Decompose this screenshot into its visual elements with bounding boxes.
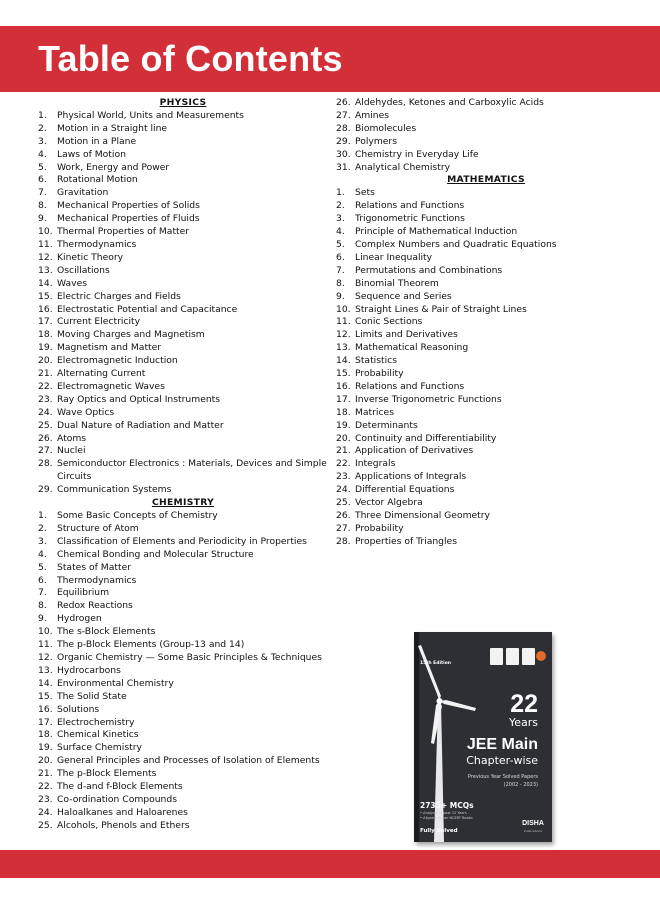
item-title: The p-Block Elements (Group-13 and 14) bbox=[57, 639, 245, 651]
chemistry-item bbox=[38, 613, 328, 626]
item-number: 26. bbox=[336, 97, 351, 108]
item-number: 19. bbox=[38, 342, 53, 354]
item-title: Thermodynamics bbox=[57, 238, 137, 250]
item-title: Magnetism and Matter bbox=[57, 342, 162, 354]
item-title: Mechanical Properties of Fluids bbox=[57, 213, 200, 225]
item-title: Moving Charges and Magnetism bbox=[57, 329, 205, 341]
physics-item bbox=[38, 174, 328, 187]
book-years-label: Years bbox=[508, 716, 538, 729]
physics-item bbox=[38, 458, 328, 484]
chemistry-item bbox=[38, 755, 328, 768]
book-bullet-2: • Aligned as per NCERT Books bbox=[420, 816, 473, 820]
physics-item bbox=[38, 394, 328, 407]
item-number: 8. bbox=[38, 200, 47, 212]
item-number: 4. bbox=[336, 226, 345, 238]
item-title: Electrostatic Potential and Capacitance bbox=[57, 303, 238, 315]
item-number: 14. bbox=[38, 677, 53, 689]
item-title: Kinetic Theory bbox=[57, 251, 124, 263]
chemistry-item bbox=[336, 110, 636, 123]
item-title: Analytical Chemistry bbox=[355, 161, 451, 173]
item-number: 23. bbox=[38, 393, 53, 405]
mathematics-item bbox=[336, 316, 636, 329]
item-title: General Principles and Processes of Isolation of Elements bbox=[57, 755, 320, 767]
item-title: Inverse Trigonometric Functions bbox=[355, 393, 502, 405]
item-number: 27. bbox=[336, 109, 351, 121]
item-title: Continuity and Differentiability bbox=[355, 432, 497, 444]
mathematics-item bbox=[336, 407, 636, 420]
item-title: Limits and Derivatives bbox=[355, 329, 458, 341]
item-title: Hydrocarbons bbox=[57, 664, 121, 676]
item-title: Electric Charges and Fields bbox=[57, 290, 181, 302]
item-title: Chemical Kinetics bbox=[57, 729, 139, 741]
mathematics-item bbox=[336, 213, 636, 226]
item-title: Conic Sections bbox=[355, 316, 423, 328]
chemistry-heading: CHEMISTRY bbox=[151, 497, 215, 509]
item-number: 14. bbox=[38, 277, 53, 289]
item-number: 18. bbox=[38, 729, 53, 741]
item-number: 24. bbox=[336, 484, 351, 496]
item-title: The s-Block Elements bbox=[57, 626, 156, 638]
item-title: The Solid State bbox=[57, 690, 127, 702]
item-number: 13. bbox=[38, 664, 53, 676]
chemistry-item bbox=[336, 149, 636, 162]
item-title: Chemical Bonding and Molecular Structure bbox=[57, 548, 254, 560]
chemistry-item bbox=[38, 807, 328, 820]
item-title: Motion in a Plane bbox=[57, 135, 137, 147]
item-title: Chemistry in Everyday Life bbox=[355, 148, 479, 160]
mathematics-item bbox=[336, 433, 636, 446]
book-bullet-1: • Analysis of past 12 Years bbox=[420, 811, 467, 815]
item-number: 28. bbox=[336, 122, 351, 134]
item-number: 26. bbox=[336, 510, 351, 521]
item-number: 23. bbox=[336, 471, 351, 483]
item-title: Alternating Current bbox=[57, 368, 146, 380]
item-title: Surface Chemistry bbox=[57, 742, 142, 754]
item-number: 28. bbox=[336, 535, 351, 547]
book-years-number: 22 bbox=[510, 690, 538, 718]
item-title: Nuclei bbox=[57, 445, 86, 457]
physics-item bbox=[38, 304, 328, 317]
item-title: Complex Numbers and Quadratic Equations bbox=[355, 238, 557, 250]
item-title: Matrices bbox=[355, 406, 394, 418]
item-number: 20. bbox=[38, 755, 53, 767]
chemistry-item bbox=[38, 794, 328, 807]
item-number: 11. bbox=[38, 238, 53, 250]
item-number: 26. bbox=[38, 432, 53, 444]
item-number: 18. bbox=[38, 329, 53, 341]
item-number: 7. bbox=[38, 587, 47, 599]
physics-item bbox=[38, 123, 328, 136]
chemistry-item bbox=[38, 678, 328, 691]
chemistry-item bbox=[336, 123, 636, 136]
item-number: 24. bbox=[38, 806, 53, 818]
mathematics-item bbox=[336, 497, 636, 510]
item-title: Semiconductor Electronics : Materials, Devices and Simple Circuits bbox=[57, 458, 327, 483]
item-title: Structure of Atom bbox=[57, 522, 139, 534]
item-title: Ray Optics and Optical Instruments bbox=[57, 393, 221, 405]
item-number: 13. bbox=[336, 342, 351, 354]
item-title: Biomolecules bbox=[355, 122, 417, 134]
item-title: Thermodynamics bbox=[57, 574, 137, 586]
physics-item bbox=[38, 200, 328, 213]
mathematics-item bbox=[336, 355, 636, 368]
item-title: Work, Energy and Power bbox=[57, 161, 170, 173]
item-number: 2. bbox=[336, 200, 345, 212]
mathematics-item bbox=[336, 252, 636, 265]
item-number: 12. bbox=[38, 251, 53, 263]
chemistry-item bbox=[38, 729, 328, 742]
physics-item bbox=[38, 420, 328, 433]
book-mcq-count: 2735+ MCQs bbox=[420, 801, 474, 810]
item-title: Co-ordination Compounds bbox=[57, 793, 177, 805]
item-number: 19. bbox=[38, 742, 53, 754]
item-number: 29. bbox=[336, 135, 351, 147]
item-title: Straight Lines & Pair of Straight Lines bbox=[355, 303, 527, 315]
item-number: 22. bbox=[38, 781, 53, 793]
chemistry-item bbox=[38, 781, 328, 794]
item-number: 16. bbox=[336, 380, 351, 392]
item-number: 1. bbox=[38, 510, 47, 521]
chemistry-list bbox=[38, 510, 328, 833]
mathematics-item bbox=[336, 536, 636, 549]
item-number: 12. bbox=[336, 329, 351, 341]
mathematics-heading: MATHEMATICS bbox=[447, 174, 525, 186]
item-title: Statistics bbox=[355, 355, 397, 367]
item-title: Environmental Chemistry bbox=[57, 677, 174, 689]
book-tagline: Previous Year Solved Papers bbox=[467, 774, 538, 780]
item-title: Probability bbox=[355, 368, 404, 380]
item-title: Dual Nature of Radiation and Matter bbox=[57, 419, 224, 431]
physics-item bbox=[38, 368, 328, 381]
item-number: 11. bbox=[38, 639, 53, 651]
physics-item bbox=[38, 239, 328, 252]
mathematics-item bbox=[336, 420, 636, 433]
chemistry-item bbox=[38, 717, 328, 730]
item-title: Amines bbox=[355, 109, 390, 121]
physics-item bbox=[38, 213, 328, 226]
physics-item bbox=[38, 226, 328, 239]
item-number: 8. bbox=[336, 277, 345, 289]
item-title: Laws of Motion bbox=[57, 148, 126, 160]
item-title: Vector Algebra bbox=[355, 497, 423, 509]
item-number: 14. bbox=[336, 355, 351, 367]
chemistry-item bbox=[38, 549, 328, 562]
item-title: Current Electricity bbox=[57, 316, 141, 328]
physics-item bbox=[38, 252, 328, 265]
item-number: 9. bbox=[38, 613, 47, 625]
item-number: 1. bbox=[336, 187, 345, 199]
item-number: 24. bbox=[38, 406, 53, 418]
chemistry-item bbox=[38, 562, 328, 575]
item-title: States of Matter bbox=[57, 561, 131, 573]
mathematics-item bbox=[336, 304, 636, 317]
item-number: 5. bbox=[336, 238, 345, 250]
item-title: Sets bbox=[355, 187, 375, 199]
mathematics-item bbox=[336, 510, 636, 523]
physics-item bbox=[38, 433, 328, 446]
item-number: 3. bbox=[38, 135, 47, 147]
mathematics-item bbox=[336, 226, 636, 239]
item-number: 20. bbox=[336, 432, 351, 444]
item-title: Applications of Integrals bbox=[355, 471, 467, 483]
item-title: Motion in a Straight line bbox=[57, 122, 168, 134]
badge-icons bbox=[490, 646, 548, 668]
item-title: Electrochemistry bbox=[57, 716, 135, 728]
item-title: Permutations and Combinations bbox=[355, 264, 503, 276]
item-number: 22. bbox=[336, 458, 351, 470]
item-number: 6. bbox=[336, 251, 345, 263]
item-number: 21. bbox=[38, 368, 53, 380]
item-title: Oscillations bbox=[57, 264, 110, 276]
physics-item bbox=[38, 381, 328, 394]
item-number: 25. bbox=[336, 497, 351, 509]
mathematics-item bbox=[336, 278, 636, 291]
chemistry-item bbox=[336, 162, 636, 175]
physics-item bbox=[38, 445, 328, 458]
chemistry-item bbox=[38, 691, 328, 704]
book-subtitle: Chapter-wise bbox=[466, 754, 538, 767]
physics-item bbox=[38, 484, 328, 497]
item-number: 10. bbox=[38, 226, 53, 238]
chemistry-item bbox=[38, 575, 328, 588]
item-title: Atoms bbox=[57, 432, 87, 444]
item-number: 12. bbox=[38, 651, 53, 663]
chemistry-item bbox=[38, 523, 328, 536]
mathematics-item bbox=[336, 342, 636, 355]
item-title: Electromagnetic Induction bbox=[57, 355, 178, 367]
item-number: 17. bbox=[38, 316, 53, 328]
item-number: 22. bbox=[38, 380, 53, 392]
item-title: Redox Reactions bbox=[57, 600, 133, 612]
item-number: 21. bbox=[336, 445, 351, 457]
chemistry-item bbox=[38, 820, 328, 833]
physics-item bbox=[38, 110, 328, 123]
item-title: Communication Systems bbox=[57, 484, 172, 496]
item-title: Waves bbox=[57, 277, 88, 289]
item-number: 3. bbox=[38, 535, 47, 547]
mathematics-item bbox=[336, 471, 636, 484]
chemistry-item bbox=[38, 704, 328, 717]
chemistry-item bbox=[38, 626, 328, 639]
item-title: Gravitation bbox=[57, 187, 109, 199]
physics-item bbox=[38, 136, 328, 149]
physics-item bbox=[38, 149, 328, 162]
mathematics-item bbox=[336, 484, 636, 497]
item-number: 10. bbox=[336, 303, 351, 315]
mathematics-item bbox=[336, 523, 636, 536]
right-column bbox=[336, 97, 636, 549]
mathematics-list bbox=[336, 187, 636, 548]
item-title: Application of Derivatives bbox=[355, 445, 474, 457]
item-title: Trigonometric Functions bbox=[355, 213, 465, 225]
chemistry-item bbox=[38, 652, 328, 665]
chemistry-item bbox=[336, 136, 636, 149]
mathematics-item bbox=[336, 239, 636, 252]
physics-item bbox=[38, 329, 328, 342]
item-number: 9. bbox=[336, 290, 345, 302]
mathematics-item bbox=[336, 291, 636, 304]
item-title: Solutions bbox=[57, 703, 100, 715]
item-title: Differential Equations bbox=[355, 484, 455, 496]
item-title: Physical World, Units and Measurements bbox=[57, 109, 244, 121]
physics-item bbox=[38, 355, 328, 368]
physics-item bbox=[38, 316, 328, 329]
item-title: Sequence and Series bbox=[355, 290, 452, 302]
physics-list bbox=[38, 110, 328, 497]
physics-item bbox=[38, 278, 328, 291]
item-number: 7. bbox=[336, 264, 345, 276]
chemistry-item bbox=[38, 639, 328, 652]
chemistry-item bbox=[38, 600, 328, 613]
item-number: 1. bbox=[38, 109, 47, 121]
item-title: Principle of Mathematical Induction bbox=[355, 226, 518, 238]
item-number: 10. bbox=[38, 626, 53, 638]
item-title: The p-Block Elements bbox=[57, 768, 157, 780]
item-number: 5. bbox=[38, 161, 47, 173]
publisher-sub: Publications bbox=[523, 829, 543, 833]
mathematics-item bbox=[336, 368, 636, 381]
chemistry-item bbox=[38, 742, 328, 755]
item-number: 8. bbox=[38, 600, 47, 612]
chemistry-item bbox=[38, 587, 328, 600]
item-number: 15. bbox=[38, 690, 53, 702]
item-title: Mathematical Reasoning bbox=[355, 342, 469, 354]
item-title: Polymers bbox=[355, 135, 397, 147]
item-title: Linear Inequality bbox=[355, 251, 433, 263]
item-number: 13. bbox=[38, 264, 53, 276]
item-number: 6. bbox=[38, 174, 47, 186]
physics-item bbox=[38, 265, 328, 278]
item-title: Properties of Triangles bbox=[355, 535, 457, 547]
chemistry-item bbox=[38, 510, 328, 523]
mathematics-item bbox=[336, 458, 636, 471]
item-number: 9. bbox=[38, 213, 47, 225]
chemistry-item bbox=[336, 97, 636, 110]
page-title: Table of Contents bbox=[38, 38, 343, 79]
item-title: Aldehydes, Ketones and Carboxylic Acids bbox=[355, 97, 544, 108]
item-number: 11. bbox=[336, 316, 351, 328]
item-title: Alcohols, Phenols and Ethers bbox=[57, 819, 190, 831]
item-title: The d-and f-Block Elements bbox=[57, 781, 183, 793]
item-title: Determinants bbox=[355, 419, 418, 431]
item-number: 30. bbox=[336, 148, 351, 160]
item-number: 20. bbox=[38, 355, 53, 367]
item-number: 4. bbox=[38, 548, 47, 560]
mathematics-item bbox=[336, 187, 636, 200]
publisher-logo: DISHA bbox=[522, 820, 544, 827]
item-number: 2. bbox=[38, 522, 47, 534]
header-banner bbox=[0, 26, 660, 92]
chemistry-item bbox=[38, 536, 328, 549]
item-number: 6. bbox=[38, 574, 47, 586]
footer-banner bbox=[0, 850, 660, 878]
item-title: Electromagnetic Waves bbox=[57, 380, 165, 392]
item-number: 17. bbox=[336, 393, 351, 405]
item-number: 3. bbox=[336, 213, 345, 225]
physics-item bbox=[38, 187, 328, 200]
item-number: 18. bbox=[336, 406, 351, 418]
mathematics-item bbox=[336, 265, 636, 278]
mathematics-item bbox=[336, 445, 636, 458]
item-number: 29. bbox=[38, 484, 53, 496]
item-title: Rotational Motion bbox=[57, 174, 138, 186]
item-title: Mechanical Properties of Solids bbox=[57, 200, 200, 212]
book-year-span: (2002 - 2023) bbox=[503, 782, 538, 788]
book-cover-image bbox=[414, 632, 552, 842]
mathematics-item bbox=[336, 381, 636, 394]
item-title: Integrals bbox=[355, 458, 396, 470]
item-number: 31. bbox=[336, 161, 351, 173]
mathematics-item bbox=[336, 394, 636, 407]
left-column bbox=[38, 97, 328, 833]
item-number: 25. bbox=[38, 419, 53, 431]
item-number: 17. bbox=[38, 716, 53, 728]
item-number: 2. bbox=[38, 122, 47, 134]
item-title: Hydrogen bbox=[57, 613, 102, 625]
item-number: 28. bbox=[38, 458, 53, 470]
item-title: Relations and Functions bbox=[355, 380, 465, 392]
physics-item bbox=[38, 342, 328, 355]
item-title: Haloalkanes and Haloarenes bbox=[57, 806, 188, 818]
item-title: Relations and Functions bbox=[355, 200, 465, 212]
item-title: Probability bbox=[355, 522, 404, 534]
item-number: 25. bbox=[38, 819, 53, 831]
mathematics-item bbox=[336, 200, 636, 213]
item-number: 19. bbox=[336, 419, 351, 431]
item-number: 15. bbox=[336, 368, 351, 380]
item-number: 5. bbox=[38, 561, 47, 573]
item-title: Wave Optics bbox=[57, 406, 115, 418]
book-solved-label: Fully Solved bbox=[420, 828, 458, 834]
physics-item bbox=[38, 162, 328, 175]
chemistry-list-continued bbox=[336, 97, 636, 174]
physics-item bbox=[38, 407, 328, 420]
item-number: 27. bbox=[336, 522, 351, 534]
item-number: 4. bbox=[38, 148, 47, 160]
item-title: Some Basic Concepts of Chemistry bbox=[57, 510, 218, 521]
item-number: 21. bbox=[38, 768, 53, 780]
physics-heading: PHYSICS bbox=[159, 97, 207, 108]
item-title: Organic Chemistry — Some Basic Principles & Techniques bbox=[57, 651, 322, 663]
item-number: 15. bbox=[38, 290, 53, 302]
item-title: Thermal Properties of Matter bbox=[57, 226, 190, 238]
item-number: 23. bbox=[38, 793, 53, 805]
item-title: Equilibrium bbox=[57, 587, 110, 599]
physics-item bbox=[38, 291, 328, 304]
book-title: JEE Main bbox=[466, 736, 538, 753]
item-number: 16. bbox=[38, 303, 53, 315]
chemistry-item bbox=[38, 665, 328, 678]
mathematics-item bbox=[336, 329, 636, 342]
item-title: Classification of Elements and Periodicity in Properties bbox=[57, 535, 307, 547]
item-number: 27. bbox=[38, 445, 53, 457]
item-title: Three Dimensional Geometry bbox=[355, 510, 490, 521]
chemistry-item bbox=[38, 768, 328, 781]
item-number: 7. bbox=[38, 187, 47, 199]
item-title: Binomial Theorem bbox=[355, 277, 439, 289]
book-edition: 15th Edition bbox=[420, 661, 452, 666]
item-number: 16. bbox=[38, 703, 53, 715]
